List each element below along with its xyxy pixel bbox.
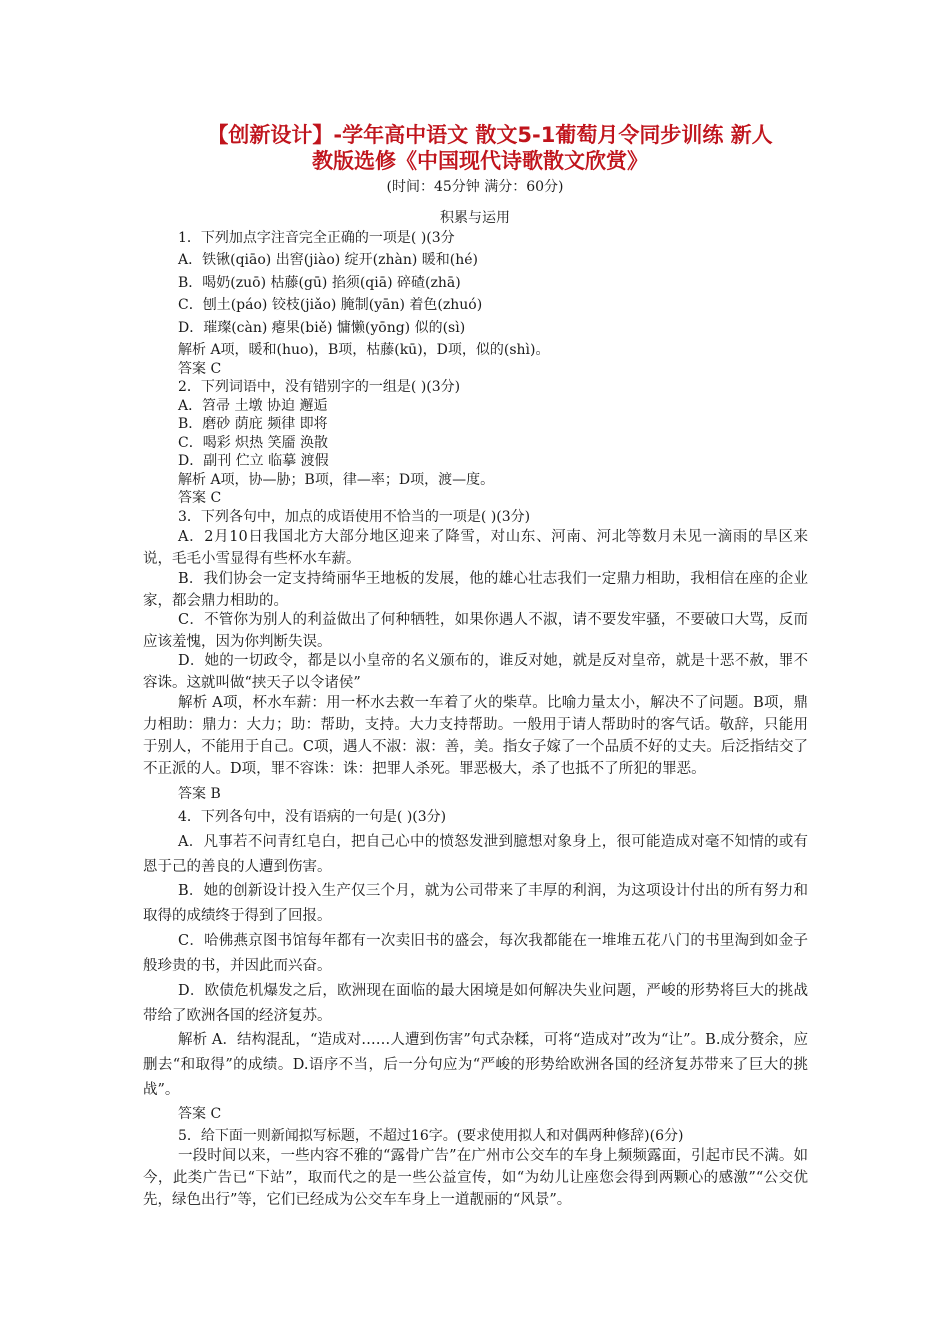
q4-option-c: C．哈佛燕京图书馆每年都有一次卖旧书的盛会，每次我都能在一堆堆五花八门的书里淘到如金子般珍贵的书，并因此而兴奋。 <box>143 933 808 974</box>
q3-option-d: D．她的一切政令，都是以小皇帝的名义颁布的，谁反对她，就是反对皇帝，就是十恶不赦，罪不容诛。这就叫做“挟天子以令诸侯” <box>143 653 808 691</box>
q2-option-a: A．笤帚 土墩 协迫 邂逅 <box>178 398 328 414</box>
q1-answer: 答案 C <box>178 361 222 377</box>
document-title-line2: 教版选修《中国现代诗歌散文欣赏》 <box>312 149 648 173</box>
q3-option-a: A．2月10日我国北方大部分地区迎来了降雪，对山东、河南、河北等数月未见一滴雨的旱区来说，毛毛小雪显得有些杯水车薪。 <box>143 529 808 567</box>
q1-option-d: D．璀璨(càn) 瘪果(biě) 慵懒(yōng) 似的(sì) <box>178 320 466 336</box>
q5-news-text: 一段时间以来，一些内容不雅的“露骨广告”在广州市公交车的车身上频频露面，引起市民不满。如今，此类广告已“下站”，取而代之的是一些公益宣传，如“为幼儿让座您会得到两颗心的感激”“公交优先，绿色出行”等，它们已经成为公交车车身上一道靓丽的“风景”。 <box>143 1148 808 1208</box>
q1-option-b: B．喝奶(zuō) 枯藤(gū) 掐须(qiā) 碎碴(zhā) <box>178 275 461 291</box>
q5-stem: 5．给下面一则新闻拟写标题，不超过16字。(要求使用拟人和对偶两种修辞)(6分) <box>178 1128 684 1144</box>
section-heading: 积累与运用 <box>440 210 510 226</box>
q2-option-b: B．磨砂 荫庇 频律 即将 <box>178 416 328 432</box>
q4-stem: 4．下列各句中，没有语病的一句是( )(3分) <box>178 809 447 825</box>
q2-answer: 答案 C <box>178 490 222 506</box>
q4-analysis: 解析 A．结构混乱，“造成对……人遭到伤害”句式杂糅，可将“造成对”改为“让”。B.成分赘余，应删去“和取得”的成绩。D.语序不当，后一分句应为“严峻的形势给欧洲各国的经济复苏带来了巨大的挑战”。 <box>143 1032 808 1098</box>
q4-option-a: A．凡事若不问青红皂白，把自己心中的愤怒发泄到臆想对象身上，很可能造成对毫不知情的或有恩于己的善良的人遭到伤害。 <box>143 834 808 875</box>
q3-option-b: B．我们协会一定支持绮丽华王地板的发展，他的雄心壮志我们一定鼎力相助，我相信在座的企业家，都会鼎力相助的。 <box>143 571 808 609</box>
q3-analysis: 解析 A项，杯水车薪：用一杯水去救一车着了火的柴草。比喻力量太小，解决不了问题。B项，鼎力相助：鼎力：大力；助：帮助，支持。大力支持帮助。一般用于请人帮助时的客气话。敬辞，只能用于别人，不能用于自己。C项，遇人不淑：淑：善，美。指女子嫁了一个品质不好的丈夫。后泛指结交了不正派的人。D项，罪不容诛：诛：把罪人杀死。罪恶极大，杀了也抵不了所犯的罪恶。 <box>143 695 808 777</box>
q1-option-c: C．刨土(páo) 铰枝(jiǎo) 腌制(yān) 着色(zhuó) <box>178 297 483 313</box>
q4-answer: 答案 C <box>178 1106 222 1122</box>
q1-option-a: A．铁锹(qiāo) 出窖(jiào) 绽开(zhàn) 暖和(hé) <box>178 252 479 268</box>
q3-answer: 答案 B <box>178 786 221 802</box>
q3-stem: 3．下列各句中，加点的成语使用不恰当的一项是( )(3分) <box>178 509 531 525</box>
document-title-line1: 【创新设计】-学年高中语文 散文5-1葡萄月令同步训练 新人 <box>207 123 773 147</box>
q4-option-d: D．欧债危机爆发之后，欧洲现在面临的最大困境是如何解决失业问题，严峻的形势将巨大的挑战带给了欧洲各国的经济复苏。 <box>143 983 808 1024</box>
q4-option-b: B．她的创新设计投入生产仅三个月，就为公司带来了丰厚的利润，为这项设计付出的所有努力和取得的成绩终于得到了回报。 <box>143 883 808 924</box>
q1-analysis: 解析 A项，暖和(huo)，B项，枯藤(kū)，D项，似的(shì)。 <box>178 342 550 358</box>
q2-option-c: C．喝彩 炽热 笑靥 涣散 <box>178 435 329 451</box>
time-score-info: (时间：45分钟 满分：60分) <box>386 179 564 195</box>
q2-stem: 2．下列词语中，没有错别字的一组是( )(3分) <box>178 379 461 395</box>
q1-stem: 1．下列加点字注音完全正确的一项是( )(3分 <box>178 230 455 246</box>
q2-analysis: 解析 A项，协—胁；B项，律—率；D项，渡—度。 <box>178 472 495 488</box>
q3-option-c: C．不管你为别人的利益做出了何种牺牲，如果你遇人不淑，请不要发牢骚，不要破口大骂，反而应该羞愧，因为你判断失误。 <box>143 612 808 650</box>
q2-option-d: D．副刊 伫立 临摹 渡假 <box>178 453 329 469</box>
